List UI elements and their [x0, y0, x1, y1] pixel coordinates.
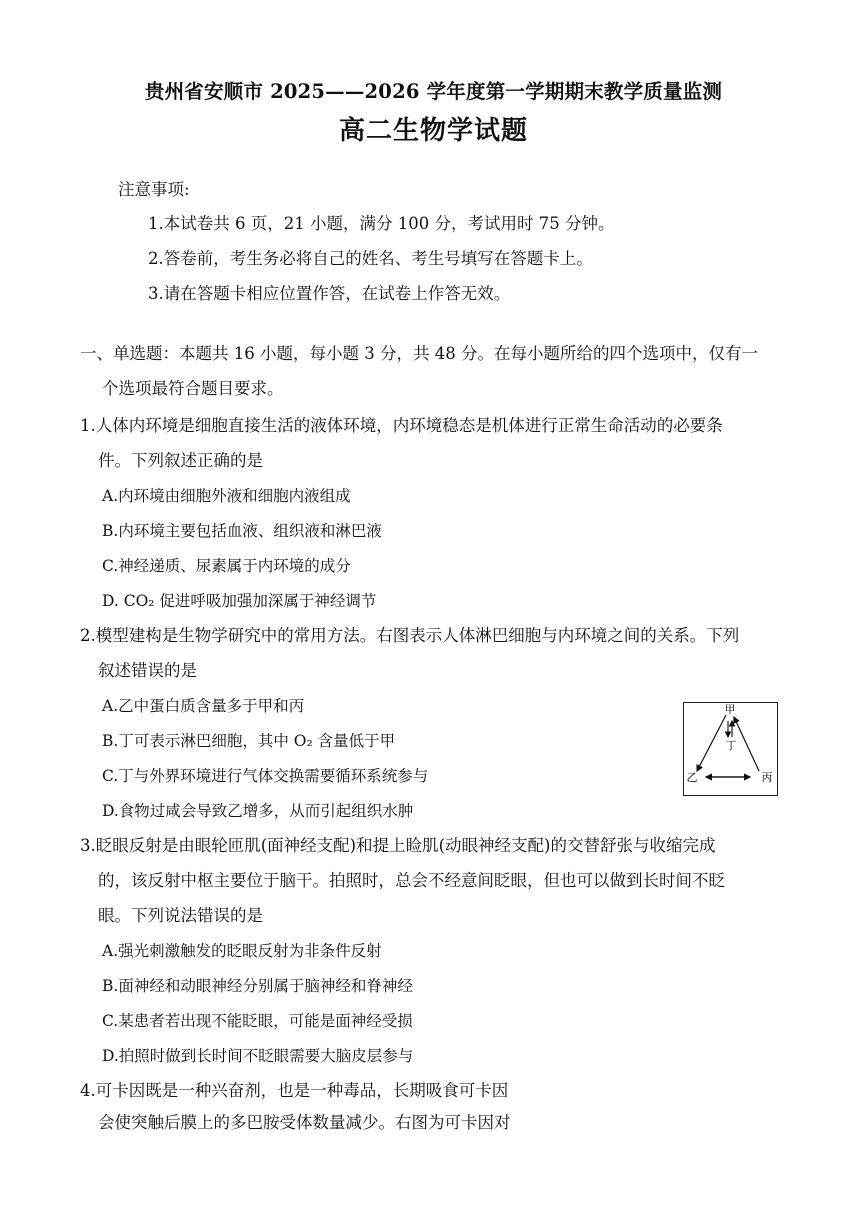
- q2-option-c: C.丁与外界环境进行气体交换需要循环系统参与: [102, 767, 429, 785]
- q1-option-c: C.神经递质、尿素属于内环境的成分: [102, 557, 351, 575]
- q2-stem-cont: 叙述错误的是: [98, 661, 197, 680]
- q3-option-d: D.拍照时做到长时间不眨眼需要大脑皮层参与: [102, 1047, 414, 1065]
- q3-option-b: B.面神经和动眼神经分别属于脑神经和脊神经: [102, 977, 413, 995]
- q4-stem-cont: 会使突触后膜上的多巴胺受体数量减少。右图为可卡因对: [98, 1113, 511, 1132]
- subject-title: 高二生物学试题: [338, 116, 528, 146]
- q2-option-a: A.乙中蛋白质含量多于甲和丙: [102, 697, 305, 715]
- q3-stem: 3.眨眼反射是由眼轮匝肌(面神经支配)和提上睑肌(动眼神经支配)的交替舒张与收缩完成: [80, 836, 716, 855]
- q1-option-b: B.内环境主要包括血液、组织液和淋巴液: [102, 522, 382, 540]
- q2-option-d: D.食物过咸会导致乙增多，从而引起组织水肿: [102, 802, 414, 820]
- section-heading: 一、单选题：本题共 16 小题，每小题 3 分，共 48 分。在每小题所给的四个选项中，仅有一: [80, 344, 758, 363]
- q2-option-b: B.丁可表示淋巴细胞，其中 O₂ 含量低于甲: [102, 732, 396, 750]
- q3-option-a: A.强光刺激触发的眨眼反射为非条件反射: [102, 942, 382, 960]
- q3-option-c: C.某患者若出现不能眨眼，可能是面神经受损: [102, 1012, 413, 1030]
- diagram-arrows: [684, 703, 776, 794]
- q3-stem-cont: 的，该反射中枢主要位于脑干。拍照时，总会不经意间眨眼，但也可以做到长时间不眨: [98, 871, 725, 890]
- note-item: 1.本试卷共 6 页，21 小题，满分 100 分，考试用时 75 分钟。: [148, 214, 615, 233]
- q2-stem: 2.模型建构是生物学研究中的常用方法。右图表示人体淋巴细胞与内环境之间的关系。下列: [80, 626, 740, 645]
- section-heading-cont: 个选项最符合题目要求。: [102, 379, 284, 398]
- arrow-bing-to-jia: [734, 717, 759, 771]
- body-fluid-relationship-diagram: [683, 702, 778, 796]
- node-bing: 丙: [761, 771, 773, 784]
- q1-option-d: D. CO₂ 促进呼吸加强加深属于神经调节: [102, 592, 377, 610]
- q4-stem: 4.可卡因既是一种兴奋剂，也是一种毒品，长期吸食可卡因: [80, 1081, 509, 1100]
- q1-option-a: A.内环境由细胞外液和细胞内液组成: [102, 487, 351, 505]
- node-jia: 甲: [724, 703, 736, 716]
- note-item: 3.请在答题卡相应位置作答，在试卷上作答无效。: [148, 284, 511, 303]
- q1-stem: 1.人体内环境是细胞直接生活的液体环境，内环境稳态是机体进行正常生命活动的必要条: [80, 416, 723, 435]
- node-yi: 乙: [686, 771, 698, 784]
- notes-heading: 注意事项:: [118, 180, 190, 199]
- note-item: 2.答卷前，考生务必将自己的姓名、考生号填写在答题卡上。: [148, 249, 593, 268]
- q3-stem-cont2: 眼。下列说法错误的是: [98, 906, 263, 925]
- arrow-jia-to-yi: [697, 715, 726, 771]
- q1-stem-cont: 件。下列叙述正确的是: [98, 451, 263, 470]
- node-ding: 丁: [725, 739, 737, 752]
- exam-title: 贵州省安顺市 2025——2026 学年度第一学期期末教学质量监测: [144, 80, 723, 103]
